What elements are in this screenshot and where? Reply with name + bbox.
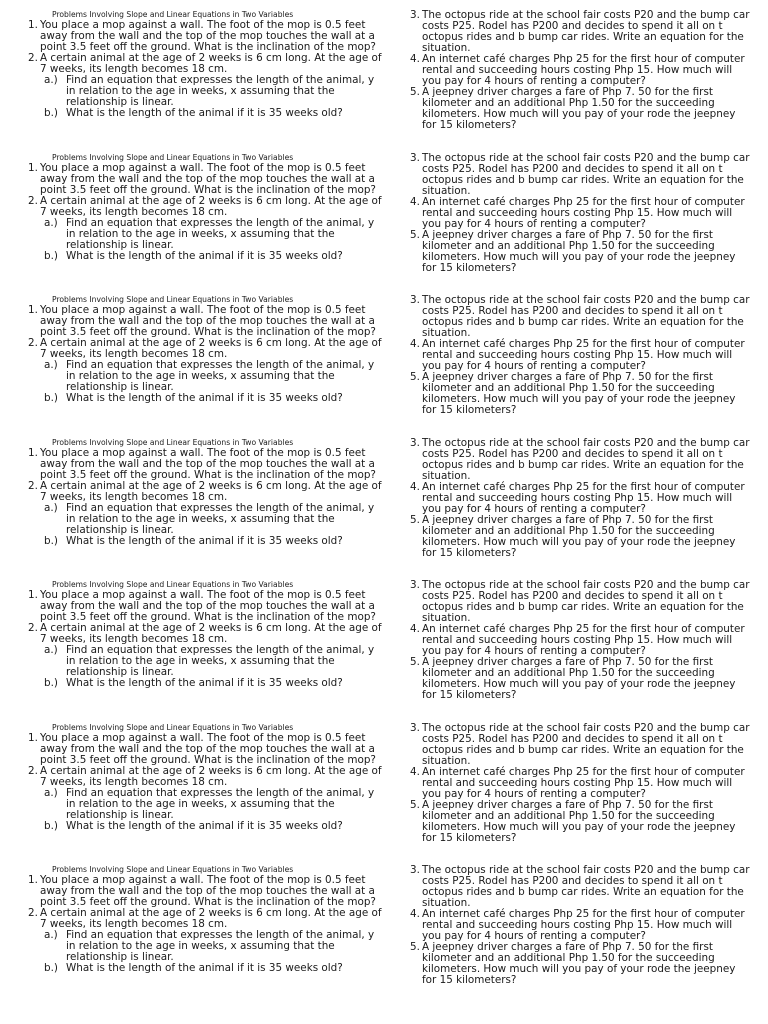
problem-2 bbox=[24, 766, 386, 788]
left-column bbox=[24, 295, 386, 404]
problem-3 bbox=[406, 153, 752, 197]
problem-2b bbox=[24, 963, 386, 974]
worksheet-title: Problems Involving Slope and Linear Equations in Two Variables bbox=[52, 295, 294, 304]
problem-number: 5. bbox=[410, 941, 420, 953]
subpart-label: a.) bbox=[44, 929, 58, 941]
problem-2b bbox=[24, 821, 386, 832]
problem-2 bbox=[24, 908, 386, 930]
problem-text: A certain animal at the age of 2 weeks is 6 cm long. At the age of 7 weeks, its length becomes 18 cm. bbox=[40, 622, 382, 645]
problem-text: You place a mop against a wall. The foot of the mop is 0.5 feet away from the wall and the top of the mop touches the wall at a point 3.5 feet off the ground. What is the inclination of the mop? bbox=[40, 304, 376, 338]
problem-2b bbox=[24, 251, 386, 262]
problem-number: 5. bbox=[410, 798, 420, 811]
problem-2b bbox=[24, 393, 386, 404]
problem-text: A certain animal at the age of 2 weeks is 6 cm long. At the age of 7 weeks, its length becomes 18 cm. bbox=[40, 479, 382, 503]
subpart-label: a.) bbox=[44, 786, 58, 799]
problem-3 bbox=[406, 10, 752, 54]
subpart-label: b.) bbox=[44, 107, 58, 119]
problem-1 bbox=[24, 733, 386, 766]
problem-text: A jeepney driver charges a fare of Php 7. 50 for the first kilometer and an additional Php 1.50 for the succeeding kilometers. How much will you pay of your rode the jeepney for 15 kilometers? bbox=[422, 228, 736, 274]
problem-number: 1. bbox=[28, 874, 38, 886]
problem-text: A jeepney driver charges a fare of Php 7. 50 for the first kilometer and an additional Php 1.50 for the succeeding kilometers. How much will you pay of your rode the jeepney for 15 kilometers? bbox=[422, 371, 736, 416]
problem-text: The octopus ride at the school fair costs P20 and the bump car costs P25. Rodel has P200 and decides to spend it all on t octopus rides and b bump car rides. Write an equation for the situation. bbox=[422, 151, 750, 197]
subpart-text: What is the length of the animal if it is 35 weeks old? bbox=[66, 819, 343, 832]
worksheet-copy bbox=[0, 865, 768, 1007]
subpart-text: What is the length of the animal if it is 35 weeks old? bbox=[66, 392, 343, 404]
problem-1 bbox=[24, 448, 386, 481]
problem-2a bbox=[24, 75, 386, 108]
problem-3 bbox=[406, 865, 752, 909]
problem-2b bbox=[24, 536, 386, 547]
left-column bbox=[24, 865, 386, 974]
problem-number: 2. bbox=[28, 764, 38, 777]
problem-text: The octopus ride at the school fair costs P20 and the bump car costs P25. Rodel has P200 and decides to spend it all on t octopus rides and b bump car rides. Write an equation for the situation. bbox=[422, 864, 750, 909]
problem-number: 4. bbox=[410, 765, 420, 778]
problem-number: 3. bbox=[410, 9, 420, 21]
problem-number: 3. bbox=[410, 436, 420, 449]
problem-text: You place a mop against a wall. The foot of the mop is 0.5 feet away from the wall and the top of the mop touches the wall at a point 3.5 feet off the ground. What is the inclination of the mop? bbox=[40, 589, 376, 623]
problem-5 bbox=[406, 800, 752, 844]
worksheet-title: Problems Involving Slope and Linear Equations in Two Variables bbox=[52, 580, 294, 589]
subpart-label: b.) bbox=[44, 249, 58, 262]
problem-1 bbox=[24, 305, 386, 338]
left-column bbox=[24, 153, 386, 262]
problem-2a bbox=[24, 930, 386, 963]
problem-number: 5. bbox=[410, 228, 420, 241]
problem-4 bbox=[406, 767, 752, 800]
problem-number: 3. bbox=[410, 864, 420, 876]
problem-number: 3. bbox=[410, 579, 420, 591]
problem-2a bbox=[24, 503, 386, 536]
problem-text: You place a mop against a wall. The foot of the mop is 0.5 feet away from the wall and the top of the mop touches the wall at a point 3.5 feet off the ground. What is the inclination of the mop? bbox=[40, 446, 376, 481]
problem-4 bbox=[406, 909, 752, 942]
subpart-label: b.) bbox=[44, 962, 58, 974]
problem-4 bbox=[406, 482, 752, 515]
worksheet-copy bbox=[0, 153, 768, 295]
subpart-label: a.) bbox=[44, 74, 58, 86]
problem-2 bbox=[24, 338, 386, 360]
problem-number: 1. bbox=[28, 731, 38, 744]
left-column bbox=[24, 580, 386, 689]
problem-number: 1. bbox=[28, 446, 38, 459]
problem-text: An internet café charges Php 25 for the first hour of computer rental and succeeding hours costing Php 15. How much will you pay for 4 hours of renting a computer? bbox=[422, 480, 745, 515]
problem-number: 1. bbox=[28, 161, 38, 174]
left-column bbox=[24, 438, 386, 547]
problem-2 bbox=[24, 53, 386, 75]
problem-number: 2. bbox=[28, 622, 38, 634]
problem-number: 3. bbox=[410, 721, 420, 734]
problem-5 bbox=[406, 87, 752, 131]
problem-4 bbox=[406, 197, 752, 230]
problem-text: A jeepney driver charges a fare of Php 7. 50 for the first kilometer and an additional Php 1.50 for the succeeding kilometers. How much will you pay of your rode the jeepney for 15 kilometers? bbox=[422, 798, 736, 844]
problem-text: A certain animal at the age of 2 weeks is 6 cm long. At the age of 7 weeks, its length becomes 18 cm. bbox=[40, 907, 382, 930]
problem-text: An internet café charges Php 25 for the first hour of computer rental and succeeding hours costing Php 15. How much will you pay for 4 hours of renting a computer? bbox=[422, 908, 745, 942]
problem-4 bbox=[406, 54, 752, 87]
problem-text: A certain animal at the age of 2 weeks is 6 cm long. At the age of 7 weeks, its length becomes 18 cm. bbox=[40, 52, 382, 75]
subpart-text: Find an equation that expresses the length of the animal, y in relation to the age in weeks, x assuming that the relationship is linear. bbox=[66, 74, 375, 108]
problem-text: A jeepney driver charges a fare of Php 7. 50 for the first kilometer and an additional Php 1.50 for the succeeding kilometers. How much will you pay of your rode the jeepney for 15 kilometers? bbox=[422, 941, 736, 986]
subpart-label: b.) bbox=[44, 392, 58, 404]
subpart-text: Find an equation that expresses the length of the animal, y in relation to the age in weeks, x assuming that the relationship is linear. bbox=[66, 929, 375, 963]
problem-number: 1. bbox=[28, 589, 38, 601]
subpart-text: What is the length of the animal if it is 35 weeks old? bbox=[66, 677, 343, 689]
problem-4 bbox=[406, 339, 752, 372]
problem-number: 1. bbox=[28, 19, 38, 31]
problem-text: A certain animal at the age of 2 weeks is 6 cm long. At the age of 7 weeks, its length becomes 18 cm. bbox=[40, 194, 382, 218]
problem-number: 3. bbox=[410, 294, 420, 306]
subpart-label: b.) bbox=[44, 819, 58, 832]
problem-2b bbox=[24, 108, 386, 119]
problem-number: 4. bbox=[410, 195, 420, 208]
problem-number: 2. bbox=[28, 194, 38, 207]
problem-2a bbox=[24, 788, 386, 821]
problem-5 bbox=[406, 230, 752, 274]
problem-2 bbox=[24, 481, 386, 503]
subpart-text: Find an equation that expresses the length of the animal, y in relation to the age in weeks, x assuming that the relationship is linear. bbox=[66, 644, 375, 678]
problem-text: The octopus ride at the school fair costs P20 and the bump car costs P25. Rodel has P200 and decides to spend it all on t octopus rides and b bump car rides. Write an equation for the situation. bbox=[422, 579, 750, 624]
problem-number: 2. bbox=[28, 479, 38, 492]
problem-text: An internet café charges Php 25 for the first hour of computer rental and succeeding hours costing Php 15. How much will you pay for 4 hours of renting a computer? bbox=[422, 765, 745, 800]
worksheet-copy bbox=[0, 723, 768, 865]
right-column bbox=[406, 865, 752, 986]
problem-number: 4. bbox=[410, 908, 420, 920]
problem-3 bbox=[406, 580, 752, 624]
left-column bbox=[24, 10, 386, 119]
subpart-text: Find an equation that expresses the length of the animal, y in relation to the age in weeks, x assuming that the relationship is linear. bbox=[66, 216, 375, 251]
problem-2 bbox=[24, 196, 386, 218]
subpart-text: Find an equation that expresses the length of the animal, y in relation to the age in weeks, x assuming that the relationship is linear. bbox=[66, 359, 375, 393]
worksheet-title: Problems Involving Slope and Linear Equations in Two Variables bbox=[52, 722, 294, 732]
problem-number: 2. bbox=[28, 337, 38, 349]
subpart-label: a.) bbox=[44, 644, 58, 656]
problem-5 bbox=[406, 515, 752, 559]
problem-number: 5. bbox=[410, 513, 420, 526]
problem-number: 4. bbox=[410, 338, 420, 350]
subpart-label: b.) bbox=[44, 534, 58, 547]
subpart-text: What is the length of the animal if it is 35 weeks old? bbox=[66, 534, 343, 547]
problem-3 bbox=[406, 295, 752, 339]
left-column bbox=[24, 723, 386, 832]
problem-number: 4. bbox=[410, 480, 420, 493]
subpart-text: What is the length of the animal if it is 35 weeks old? bbox=[66, 249, 343, 262]
problem-1 bbox=[24, 163, 386, 196]
problem-number: 3. bbox=[410, 151, 420, 164]
subpart-text: Find an equation that expresses the length of the animal, y in relation to the age in weeks, x assuming that the relationship is linear. bbox=[66, 501, 375, 536]
right-column bbox=[406, 295, 752, 416]
subpart-text: Find an equation that expresses the length of the animal, y in relation to the age in weeks, x assuming that the relationship is linear. bbox=[66, 786, 375, 821]
worksheet-copy bbox=[0, 438, 768, 580]
problem-2a bbox=[24, 218, 386, 251]
problem-1 bbox=[24, 20, 386, 53]
subpart-label: a.) bbox=[44, 359, 58, 371]
right-column bbox=[406, 10, 752, 131]
subpart-label: b.) bbox=[44, 677, 58, 689]
problem-text: An internet café charges Php 25 for the first hour of computer rental and succeeding hours costing Php 15. How much will you pay for 4 hours of renting a computer? bbox=[422, 338, 745, 372]
problem-text: A jeepney driver charges a fare of Php 7. 50 for the first kilometer and an additional Php 1.50 for the succeeding kilometers. How much will you pay of your rode the jeepney for 15 kilometers? bbox=[422, 656, 736, 701]
problem-text: You place a mop against a wall. The foot of the mop is 0.5 feet away from the wall and the top of the mop touches the wall at a point 3.5 feet off the ground. What is the inclination of the mop? bbox=[40, 731, 376, 766]
problem-text: You place a mop against a wall. The foot of the mop is 0.5 feet away from the wall and the top of the mop touches the wall at a point 3.5 feet off the ground. What is the inclination of the mop? bbox=[40, 874, 376, 908]
problem-number: 5. bbox=[410, 656, 420, 668]
problem-text: An internet café charges Php 25 for the first hour of computer rental and succeeding hours costing Php 15. How much will you pay for 4 hours of renting a computer? bbox=[422, 53, 745, 87]
problem-number: 2. bbox=[28, 907, 38, 919]
problem-text: The octopus ride at the school fair costs P20 and the bump car costs P25. Rodel has P200 and decides to spend it all on t octopus rides and b bump car rides. Write an equation for the situation. bbox=[422, 294, 750, 339]
problem-5 bbox=[406, 942, 752, 986]
right-column bbox=[406, 438, 752, 559]
problem-number: 4. bbox=[410, 53, 420, 65]
right-column bbox=[406, 723, 752, 844]
problem-3 bbox=[406, 438, 752, 482]
problem-1 bbox=[24, 590, 386, 623]
problem-3 bbox=[406, 723, 752, 767]
worksheet-title: Problems Involving Slope and Linear Equations in Two Variables bbox=[52, 10, 294, 19]
problem-text: The octopus ride at the school fair costs P20 and the bump car costs P25. Rodel has P200 and decides to spend it all on t octopus rides and b bump car rides. Write an equation for the situation. bbox=[422, 436, 750, 482]
problem-text: You place a mop against a wall. The foot of the mop is 0.5 feet away from the wall and the top of the mop touches the wall at a point 3.5 feet off the ground. What is the inclination of the mop? bbox=[40, 19, 376, 53]
problem-2b bbox=[24, 678, 386, 689]
right-column bbox=[406, 153, 752, 274]
problem-number: 1. bbox=[28, 304, 38, 316]
worksheet-title: Problems Involving Slope and Linear Equations in Two Variables bbox=[52, 865, 294, 874]
worksheet-copy bbox=[0, 580, 768, 722]
worksheet-title: Problems Involving Slope and Linear Equations in Two Variables bbox=[52, 152, 294, 162]
problem-1 bbox=[24, 875, 386, 908]
subpart-label: a.) bbox=[44, 216, 58, 229]
problem-number: 5. bbox=[410, 86, 420, 98]
right-column bbox=[406, 580, 752, 701]
problem-4 bbox=[406, 624, 752, 657]
problem-2a bbox=[24, 645, 386, 678]
worksheet-copy bbox=[0, 10, 768, 152]
problem-number: 2. bbox=[28, 52, 38, 64]
problem-text: The octopus ride at the school fair costs P20 and the bump car costs P25. Rodel has P200 and decides to spend it all on t octopus rides and b bump car rides. Write an equation for the situation. bbox=[422, 9, 750, 54]
problem-2 bbox=[24, 623, 386, 645]
subpart-text: What is the length of the animal if it is 35 weeks old? bbox=[66, 962, 343, 974]
worksheet-copy bbox=[0, 295, 768, 437]
problem-text: A jeepney driver charges a fare of Php 7. 50 for the first kilometer and an additional Php 1.50 for the succeeding kilometers. How much will you pay of your rode the jeepney for 15 kilometers? bbox=[422, 86, 736, 131]
problem-text: An internet café charges Php 25 for the first hour of computer rental and succeeding hours costing Php 15. How much will you pay for 4 hours of renting a computer? bbox=[422, 195, 745, 230]
problem-number: 4. bbox=[410, 623, 420, 635]
problem-text: You place a mop against a wall. The foot of the mop is 0.5 feet away from the wall and the top of the mop touches the wall at a point 3.5 feet off the ground. What is the inclination of the mop? bbox=[40, 161, 376, 196]
problem-text: A certain animal at the age of 2 weeks is 6 cm long. At the age of 7 weeks, its length becomes 18 cm. bbox=[40, 764, 382, 788]
problem-5 bbox=[406, 657, 752, 701]
problem-2a bbox=[24, 360, 386, 393]
problem-5 bbox=[406, 372, 752, 416]
problem-text: The octopus ride at the school fair costs P20 and the bump car costs P25. Rodel has P200 and decides to spend it all on t octopus rides and b bump car rides. Write an equation for the situation. bbox=[422, 721, 750, 767]
worksheet-title: Problems Involving Slope and Linear Equations in Two Variables bbox=[52, 437, 294, 447]
problem-text: A jeepney driver charges a fare of Php 7. 50 for the first kilometer and an additional Php 1.50 for the succeeding kilometers. How much will you pay of your rode the jeepney for 15 kilometers? bbox=[422, 513, 736, 559]
subpart-text: What is the length of the animal if it is 35 weeks old? bbox=[66, 107, 343, 119]
subpart-label: a.) bbox=[44, 501, 58, 514]
problem-text: A certain animal at the age of 2 weeks is 6 cm long. At the age of 7 weeks, its length becomes 18 cm. bbox=[40, 337, 382, 360]
problem-text: An internet café charges Php 25 for the first hour of computer rental and succeeding hours costing Php 15. How much will you pay for 4 hours of renting a computer? bbox=[422, 623, 745, 657]
problem-number: 5. bbox=[410, 371, 420, 383]
